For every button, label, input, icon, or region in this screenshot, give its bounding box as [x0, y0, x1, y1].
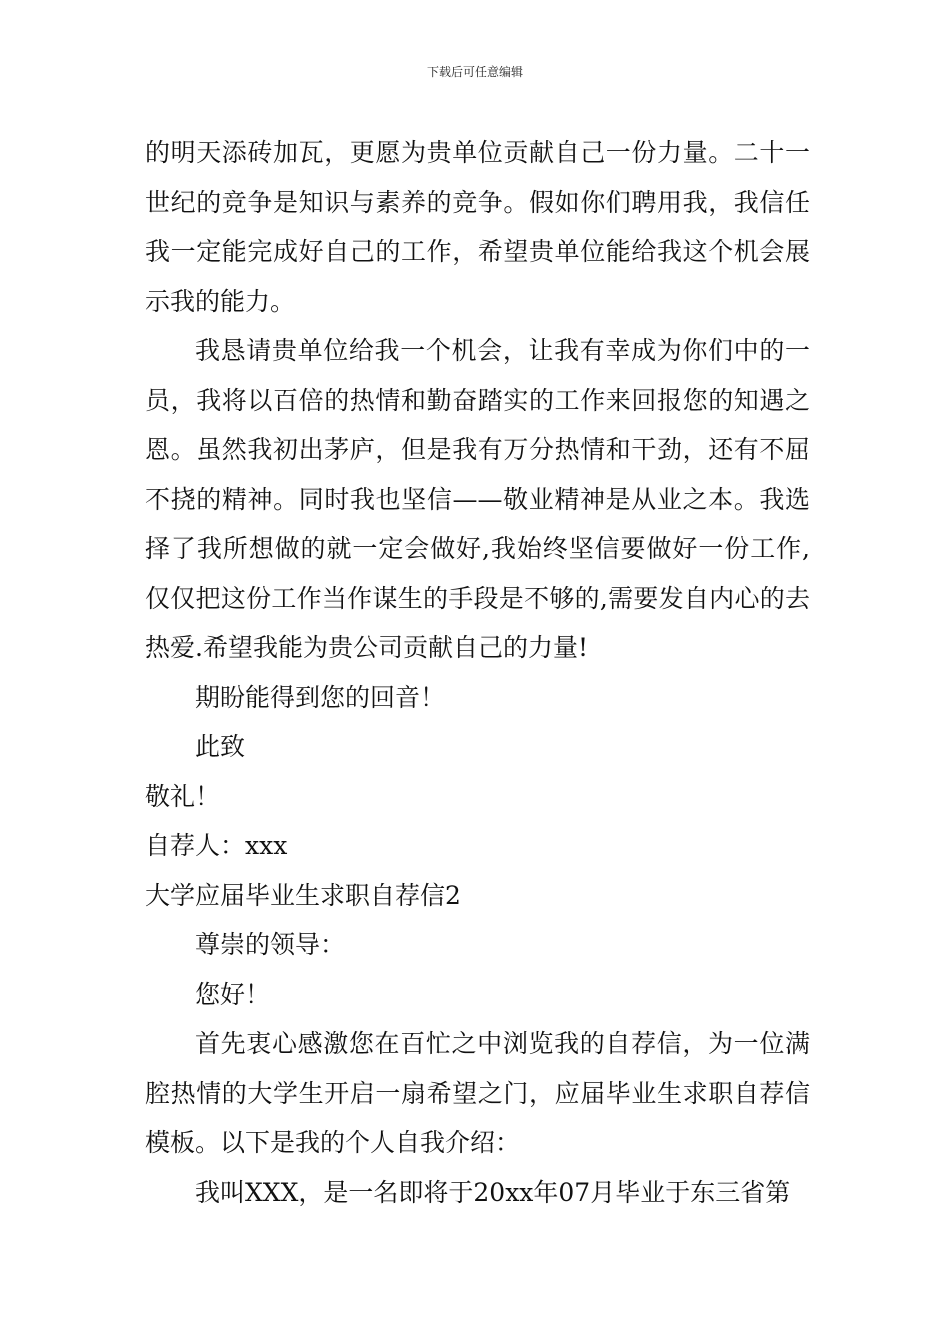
paragraph-salutation: 尊崇的领导： — [195, 930, 346, 959]
paragraph-closing-jingli: 敬礼！ — [145, 781, 221, 811]
paragraph-thanks: 首先衷心感激您在百忙之中浏览我的自荐信，为一位满腔热情的大学生开启一扇希望之门，应届毕业生求职自荐信模板。以下是我的个人自我介绍： — [145, 1029, 810, 1157]
paragraph-closing-cizhi: 此致 — [195, 732, 246, 761]
document-body — [145, 128, 810, 1217]
paragraph-introduction: 我叫XXX，是一名即将于20xx年07月毕业于东三省第 — [195, 1177, 791, 1207]
paragraph-hope-reply: 期盼能得到您的回音！ — [195, 682, 446, 712]
paragraph-request: 我恳请贵单位给我一个机会，让我有幸成为你们中的一员，我将以百倍的热情和勤奋踏实的工作来回报您的知遇之恩。虽然我初出茅庐，但是我有万分热情和干劲，还有不屈不挠的精神。同时我也坚信——敬业精神是从业之本。我选择了我所想做的就一定会做好,我始终坚信要做好一份工作,仅仅把这份工作当作谋生的手段是不够的,需要发自内心的去热爱.希望我能为贵公司贡献自己的力量! — [145, 336, 810, 662]
paragraph-signature: 自荐人：xxx — [145, 831, 288, 860]
paragraph-continuation: 的明天添砖加瓦，更愿为贵单位贡献自己一份力量。二十一世纪的竞争是知识与素养的竞争。假如你们聘用我，我信任我一定能完成好自己的工作，希望贵单位能给我这个机会展示我的能力。 — [145, 138, 810, 316]
section-title: 大学应届毕业生求职自荐信2 — [145, 880, 461, 910]
paragraph-greeting: 您好！ — [195, 979, 271, 1009]
page-header-note: 下载后可任意编辑 — [426, 65, 523, 79]
